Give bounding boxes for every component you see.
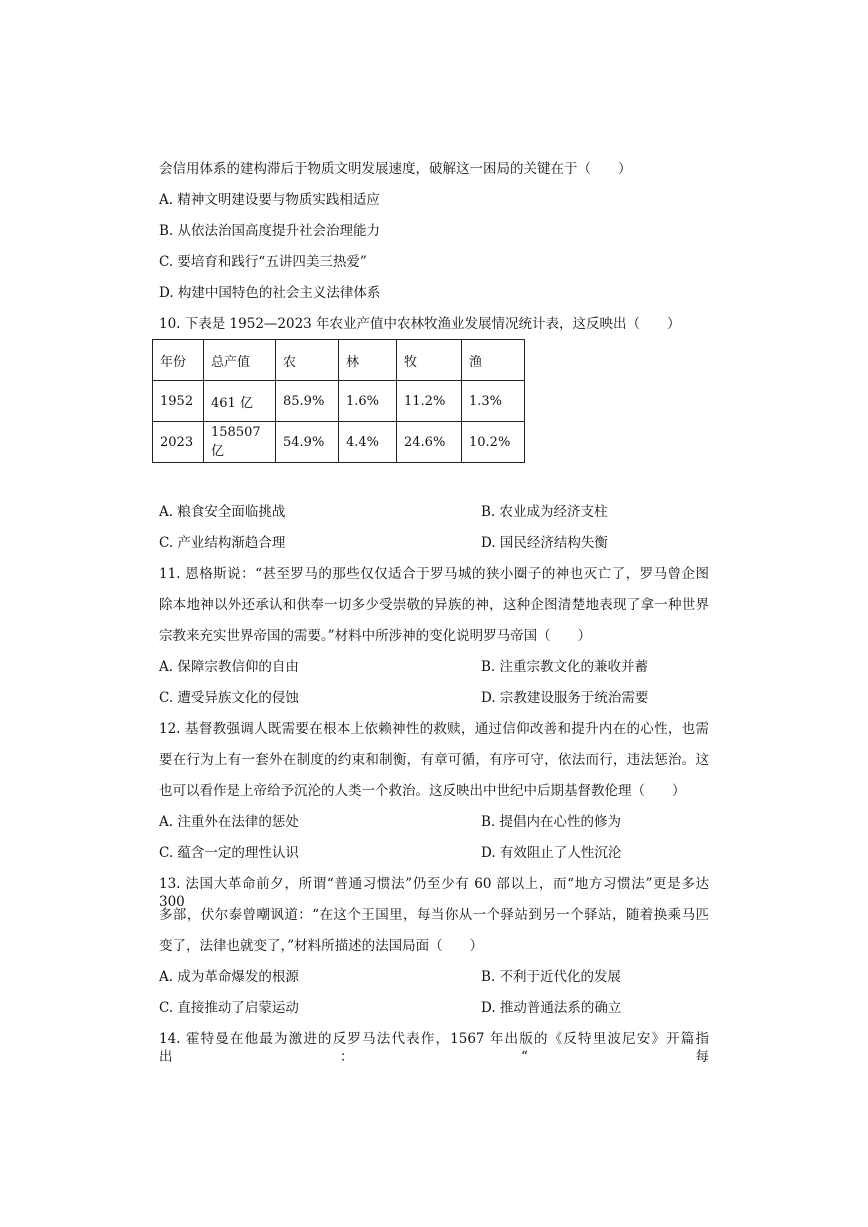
q11-option-a: A. 保障宗教信仰的自由 [159, 659, 299, 675]
q14-stem: 14. 霍特曼在他最为激进的反罗马法代表作，1567 年出版的《反特里波尼安》开篇指出：“每 [159, 1031, 709, 1065]
table-row [153, 381, 525, 422]
table-header-cell: 渔 [462, 340, 525, 381]
q10-table [152, 339, 525, 463]
q9-option-b: B. 从依法治国高度提升社会治理能力 [159, 223, 381, 239]
q12-option-c: C. 蕴含一定的理性认识 [159, 845, 299, 861]
table-cell: 4.4% [339, 422, 397, 463]
q13-stem-line: 变了，法律也就变了，”材料所描述的法国局面（ ） [159, 938, 484, 954]
table-header-row [153, 340, 525, 381]
q11-option-c: C. 遭受异族文化的侵蚀 [159, 690, 299, 706]
table-cell: 2023 [153, 422, 204, 463]
table-cell: 85.9% [276, 381, 339, 422]
table-header-cell: 牧 [397, 340, 462, 381]
table-cell: 10.2% [462, 422, 525, 463]
q11-stem-line: 11. 恩格斯说：“甚至罗马的那些仅仅适合于罗马城的狭小圈子的神也灭亡了，罗马曾企图 [159, 566, 709, 582]
q9-stem-tail: 会信用体系的建构滞后于物质文明发展速度，破解这一困局的关键在于（ ） [159, 161, 632, 177]
q11-stem-line: 宗教来充实世界帝国的需要。”材料中所涉神的变化说明罗马帝国（ ） [159, 628, 592, 644]
q12-option-b: B. 提倡内在心性的修为 [481, 814, 622, 830]
q12-option-d: D. 有效阻止了人性沉沦 [481, 845, 622, 861]
q11-option-d: D. 宗教建设服务于统治需要 [481, 690, 649, 706]
table-cell: 1952 [153, 381, 204, 422]
q9-option-d: D. 构建中国特色的社会主义法律体系 [159, 285, 381, 301]
q10-option-a: A. 粮食安全面临挑战 [159, 504, 286, 520]
table-cell: 1.6% [339, 381, 397, 422]
q10-option-b: B. 农业成为经济支柱 [481, 504, 608, 520]
q12-stem-line: 要在行为上有一套外在制度的约束和制衡，有章可循，有序可守，依法而行，违法惩治。这 [159, 752, 709, 768]
q13-option-d: D. 推动普通法系的确立 [481, 1000, 622, 1016]
table-header-cell: 年份 [153, 340, 204, 381]
q11-option-b: B. 注重宗教文化的兼收并蓄 [481, 659, 649, 675]
table-row [153, 422, 525, 463]
q11-stem-line: 除本地神以外还承认和供奉一切多少受崇敬的异族的神，这种企图清楚地表现了拿一种世界 [159, 597, 709, 613]
q13-stem-line: 多部，伏尔泰曾嘲讽道：“在这个王国里，每当你从一个驿站到另一个驿站，随着换乘马匹 [159, 907, 709, 923]
q9-option-c: C. 要培育和践行“五讲四美三热爱” [159, 254, 367, 270]
table-cell: 1.3% [462, 381, 525, 422]
q13-option-c: C. 直接推动了启蒙运动 [159, 1000, 299, 1016]
q13-option-b: B. 不利于近代化的发展 [481, 969, 622, 985]
q13-option-a: A. 成为革命爆发的根源 [159, 969, 299, 985]
table-header-cell: 林 [339, 340, 397, 381]
q10-option-c: C. 产业结构渐趋合理 [159, 535, 286, 551]
table-cell: 158507 亿 [204, 422, 276, 463]
q12-stem-line: 也可以看作是上帝给予沉沦的人类一个救治。这反映出中世纪中后期基督教伦理（ ） [159, 783, 686, 799]
q9-option-a: A. 精神文明建设要与物质实践相适应 [159, 192, 380, 208]
q10-option-d: D. 国民经济结构失衡 [481, 535, 608, 551]
q10-stem: 10. 下表是 1952—2023 年农业产值中农林牧渔业发展情况统计表，这反映出（ ） [159, 316, 681, 332]
table-header-cell: 总产值 [204, 340, 276, 381]
q13-stem-line: 13. 法国大革命前夕，所谓“普通习惯法”仍至少有 60 部以上，而“地方习惯法”更是多达 300 [159, 876, 709, 910]
table-cell: 11.2% [397, 381, 462, 422]
table-cell: 54.9% [276, 422, 339, 463]
table-header-cell: 农 [276, 340, 339, 381]
table-cell: 24.6% [397, 422, 462, 463]
q12-stem-line: 12. 基督教强调人既需要在根本上依赖神性的救赎，通过信仰改善和提升内在的心性，也需 [159, 721, 709, 737]
table-cell: 461 亿 [204, 381, 276, 422]
q12-option-a: A. 注重外在法律的惩处 [159, 814, 299, 830]
